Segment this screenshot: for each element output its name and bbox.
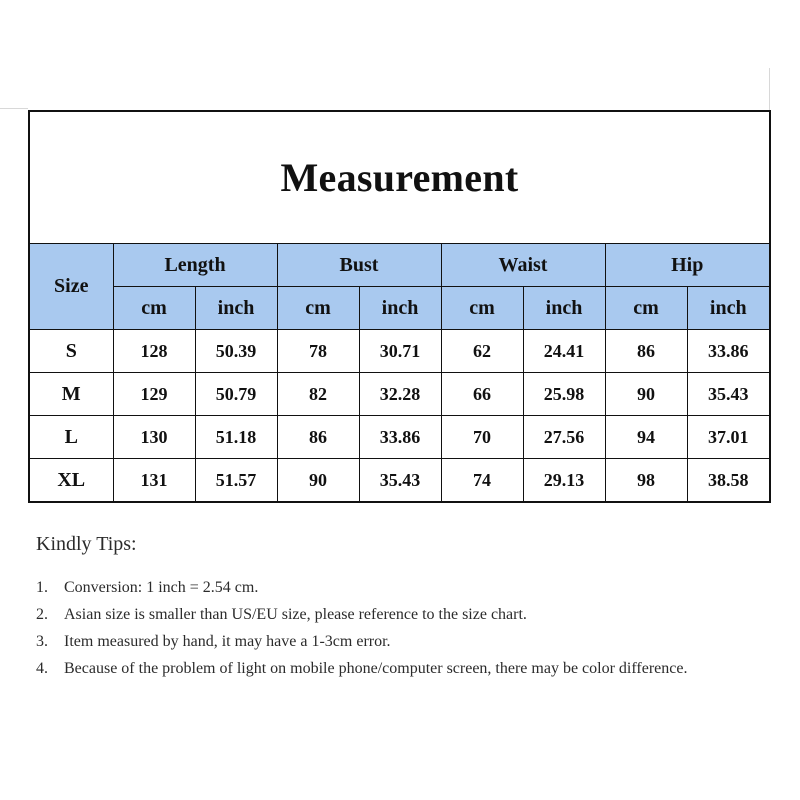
table-cell: 35.43 [687, 373, 769, 416]
table-cell: 94 [605, 416, 687, 459]
unit-header: inch [195, 287, 277, 330]
table-row [30, 459, 769, 502]
list-item [36, 601, 756, 628]
table-cell: 131 [113, 459, 195, 502]
table-cell: 70 [441, 416, 523, 459]
unit-row [30, 287, 769, 330]
tip-text: Conversion: 1 inch = 2.54 cm. [64, 579, 259, 596]
tip-number: 4. [36, 660, 48, 677]
table-cell: 51.57 [195, 459, 277, 502]
table-cell: 24.41 [523, 330, 605, 373]
table-cell: 32.28 [359, 373, 441, 416]
table-cell: 50.79 [195, 373, 277, 416]
list-item [36, 655, 756, 682]
table-cell: 98 [605, 459, 687, 502]
table-cell: 29.13 [523, 459, 605, 502]
unit-header: inch [359, 287, 441, 330]
table-cell: 25.98 [523, 373, 605, 416]
tips-list [36, 574, 756, 682]
table-cell: 35.43 [359, 459, 441, 502]
measurement-table [30, 243, 769, 502]
table-cell: 90 [605, 373, 687, 416]
table-cell: 86 [277, 416, 359, 459]
guide-line [769, 68, 770, 112]
unit-header: inch [523, 287, 605, 330]
table-row [30, 416, 769, 459]
table-cell: 128 [113, 330, 195, 373]
table-cell: 27.56 [523, 416, 605, 459]
tip-number: 1. [36, 579, 48, 596]
header-row [30, 244, 769, 287]
table-cell: 129 [113, 373, 195, 416]
group-header-length: Length [113, 244, 277, 287]
table-row [30, 373, 769, 416]
table-cell: 66 [441, 373, 523, 416]
tip-text: Item measured by hand, it may have a 1-3cm error. [64, 633, 391, 650]
size-cell: L [30, 416, 113, 459]
table-cell: 86 [605, 330, 687, 373]
size-cell: M [30, 373, 113, 416]
table-cell: 90 [277, 459, 359, 502]
table-row [30, 330, 769, 373]
size-cell: XL [30, 459, 113, 502]
tip-text: Asian size is smaller than US/EU size, please reference to the size chart. [64, 606, 527, 623]
unit-header: cm [441, 287, 523, 330]
tip-number: 2. [36, 606, 48, 623]
unit-header: cm [277, 287, 359, 330]
chart-title: Measurement [280, 155, 519, 200]
table-cell: 78 [277, 330, 359, 373]
tips-section [36, 533, 756, 682]
tips-heading: Kindly Tips: [36, 533, 137, 555]
unit-header: inch [687, 287, 769, 330]
group-header-waist: Waist [441, 244, 605, 287]
table-cell: 62 [441, 330, 523, 373]
list-item [36, 628, 756, 655]
size-cell: S [30, 330, 113, 373]
table-cell: 50.39 [195, 330, 277, 373]
table-cell: 38.58 [687, 459, 769, 502]
list-item [36, 574, 756, 601]
table-cell: 82 [277, 373, 359, 416]
tip-number: 3. [36, 633, 48, 650]
guide-line [0, 108, 28, 109]
table-cell: 37.01 [687, 416, 769, 459]
unit-header: cm [113, 287, 195, 330]
unit-header: cm [605, 287, 687, 330]
table-cell: 74 [441, 459, 523, 502]
table-cell: 33.86 [359, 416, 441, 459]
size-header: Size [30, 244, 113, 330]
tip-text: Because of the problem of light on mobile phone/computer screen, there may be color difference. [64, 660, 688, 677]
table-cell: 130 [113, 416, 195, 459]
group-header-hip: Hip [605, 244, 769, 287]
table-cell: 33.86 [687, 330, 769, 373]
size-chart [28, 110, 771, 503]
table-cell: 30.71 [359, 330, 441, 373]
table-cell: 51.18 [195, 416, 277, 459]
group-header-bust: Bust [277, 244, 441, 287]
